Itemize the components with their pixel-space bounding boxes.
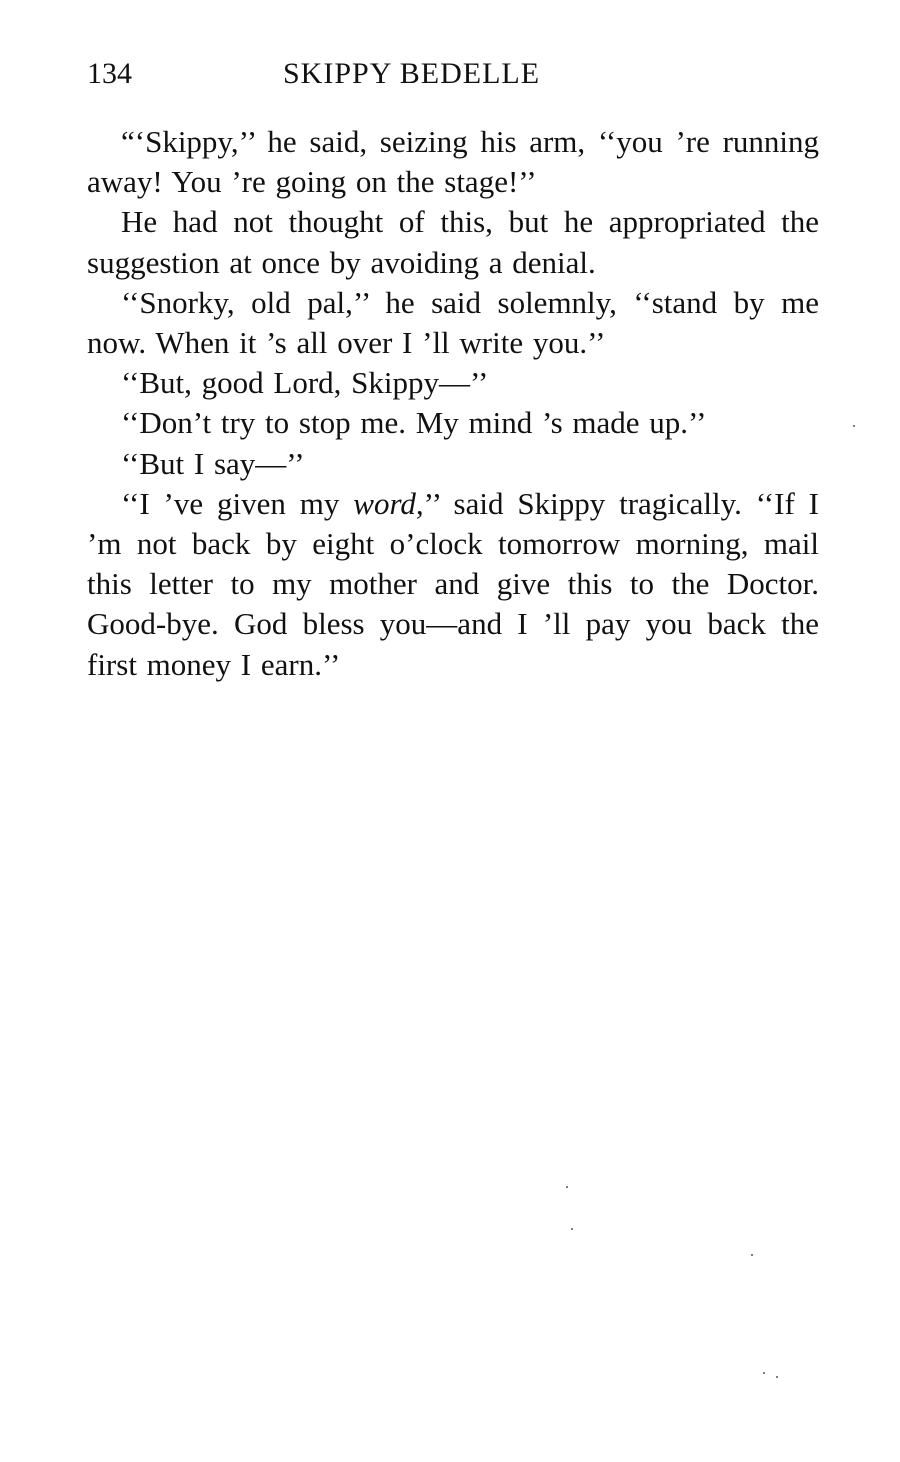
paragraph-6: ‘‘But I say—’’ [121, 445, 305, 481]
book-page [87, 52, 819, 685]
paragraph-7 [87, 484, 819, 685]
body-text [87, 122, 819, 685]
page-header [87, 52, 819, 96]
scan-speck [853, 425, 855, 427]
paragraph-5: ‘‘Don’t try to stop me. My mind ’s made up.’’ [121, 405, 707, 441]
running-head: SKIPPY BEDELLE [283, 57, 541, 90]
paragraph-7-before: ‘‘I ’ve given my [121, 485, 354, 521]
scan-speck [763, 1372, 765, 1374]
paragraph-3: ‘‘Snorky, old pal,’’ he said solemnly, ‘‘stand by me now. When it ’s all over I ’ll write you.’’ [87, 284, 819, 361]
page-number: 134 [87, 57, 132, 90]
scan-speck [571, 1228, 573, 1230]
paragraph-4: ‘‘But, good Lord, Skippy—’’ [121, 365, 489, 401]
scan-speck [776, 1376, 778, 1378]
paragraph-7-emphasis: word, [353, 485, 424, 521]
paragraph-2: He had not thought of this, but he appropriated the suggestion at once by avoiding a denial. [87, 204, 819, 280]
scan-speck [566, 1186, 568, 1188]
paragraph-7-after: ’’ said Skippy tragically. ‘‘If I ’m not back by eight o’clock tomorrow morning, mail this letter to my mother and give this to the Doctor. Good-bye. God bless you—and I ’ll pay you back the first money I earn.’’ [87, 485, 819, 682]
paragraph-1: “‘Skippy,’’ he said, seizing his arm, ‘‘you ’re running away! You ’re going on the stage!’’ [87, 124, 819, 200]
scan-speck [751, 1254, 753, 1256]
